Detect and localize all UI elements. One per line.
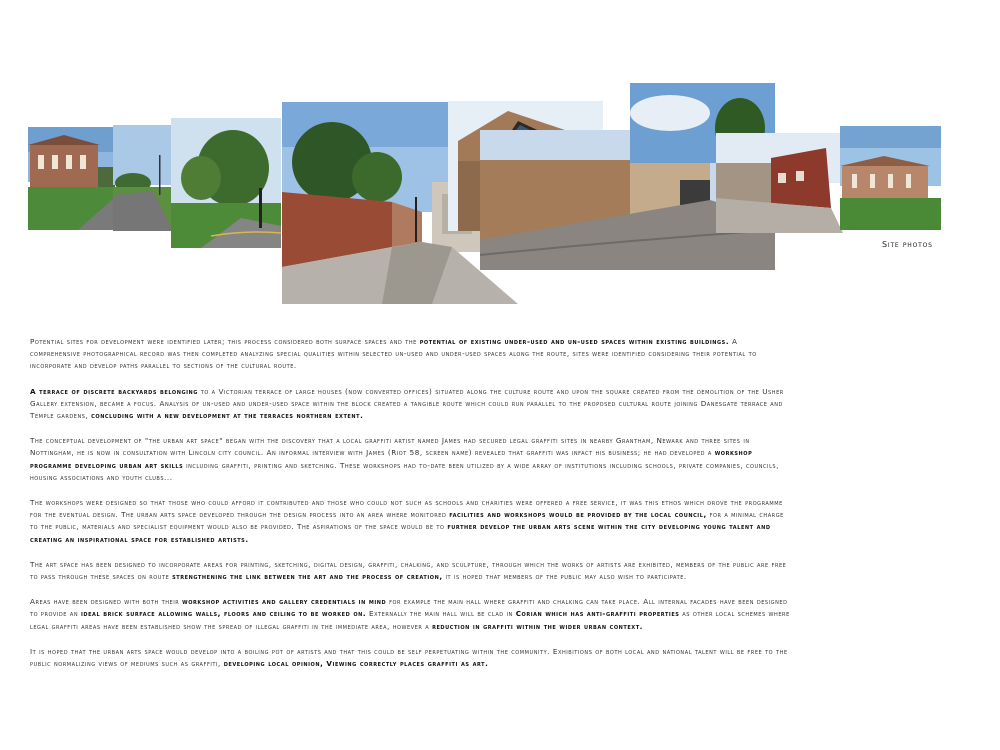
paragraph: [30, 336, 790, 373]
paragraph: [30, 596, 790, 633]
photo-road: [113, 125, 173, 231]
body-run: The art space has been designed to incorporate areas for printing, sketching, digital design, graffiti, chalking, and sculpture, through which the works of artists are exhibited, members of the public are free to pass through these spaces on route: [30, 559, 787, 582]
body-run: it is hoped that members of the public may also wish to participate.: [442, 572, 687, 582]
photo-brick-building: [716, 133, 843, 233]
emphasis-text: Corian which has anti-graffiti properties: [515, 609, 680, 619]
body-run: including graffiti, printing and sketching. These workshops had to-date been utilized by a wide array of institutions including schools, private companies, councils, housing associations and youth clubs...: [30, 460, 779, 482]
body-run: Areas have been designed with both their: [30, 597, 183, 607]
photo-trees: [171, 118, 281, 248]
emphasis-text: A terrace of discrete backyards belonging: [30, 386, 198, 396]
emphasis-text: reduction in graffiti within the wider urban context.: [432, 621, 643, 631]
emphasis-text: ideal brick surface allowing walls, floors and ceiling to be worked on.: [80, 609, 367, 619]
paragraph: [30, 497, 790, 546]
emphasis-text: workshop programme developing urban art skills: [30, 448, 753, 470]
emphasis-text: further develop the urban arts scene within the city developing young talent and creating an inspirational space for established artists.: [30, 522, 771, 544]
emphasis-text: concluding with a new development at the terraces northern extent.: [91, 411, 364, 421]
photo-gallery-right: [840, 126, 941, 230]
body-text: [30, 336, 790, 683]
body-run: to a Victorian terrace of large houses (now converted offices) situated along the culture route and upon the square created from the demolition of the Usher Gallery extension, became a focus. Analysis of un-used and under-used space within the block created a tangible route which could run parallel to the proposed cultural route joining Danesgate terrace and Temple gardens,: [30, 386, 784, 421]
emphasis-text: potential of existing under-used and un-used spaces within existing buildings.: [419, 337, 730, 346]
photo-caption: Site photos: [882, 240, 933, 249]
paragraph: [30, 646, 790, 670]
body-run: as other local schemes where legal graffiti areas have been established show the spread of illegal graffiti in the immediate area, however a: [30, 609, 790, 631]
body-run: for a minimal charge to the public, materials and specialist equipment would also be provided. The aspirations of the space would be to: [30, 510, 784, 532]
emphasis-text: strengthening the link between the art and the process of creation,: [172, 572, 443, 582]
photo-gallery-building: [28, 127, 115, 230]
body-run: for example the main hall where graffiti and chalking can take place. All internal facades have been designed to provide an: [30, 597, 788, 619]
body-run: The conceptual development of "the urban art space" began with the discovery that a local graffiti artist named James had secured legal graffiti sites in nearby Grantham, Newark and three sites in Nottingham, he is now in consultation with Lincoln city council. An informal interview with James (Riot 58, screen name) revealed that graffiti was infact his business; he had developed a: [30, 436, 750, 458]
body-run: Potential sites for development were identified later; this process considered both surface spaces and the: [30, 337, 420, 346]
emphasis-text: facilities and workshops would be provided by the local council,: [449, 510, 707, 520]
body-run: A comprehensive photographical record was then completed analyzing special qualities within selected un-used and under-used spaces along the route, sites were identified considering their potential to incorporate and develop paths parallel to sections of the cultural route.: [30, 337, 757, 371]
paragraph: [30, 559, 790, 583]
body-run: The workshops were designed so that those who could afford it contributed and those who could not such as schools and charities were offered a free service, it was this ethos which drove the programme for the eventual design. The urban arts space developed through the design process into an area where monitored: [30, 498, 783, 520]
site-photo-collage: [0, 0, 1000, 320]
paragraph: [30, 386, 790, 423]
emphasis-text: workshop activities and gallery credentials in mind: [182, 597, 387, 607]
body-run: It is hoped that the urban arts space would develop into a boiling pot of artists and that this could be self perpetuating within the community. Exhibitions of both local and national talent will be free to the public normalizing views of mediums such as graffiti,: [30, 646, 788, 669]
emphasis-text: developing local opinion, Viewing correctly places graffiti as art.: [223, 659, 489, 669]
body-run: Externally the main hall will be clad in: [366, 609, 516, 619]
paragraph: [30, 435, 790, 484]
